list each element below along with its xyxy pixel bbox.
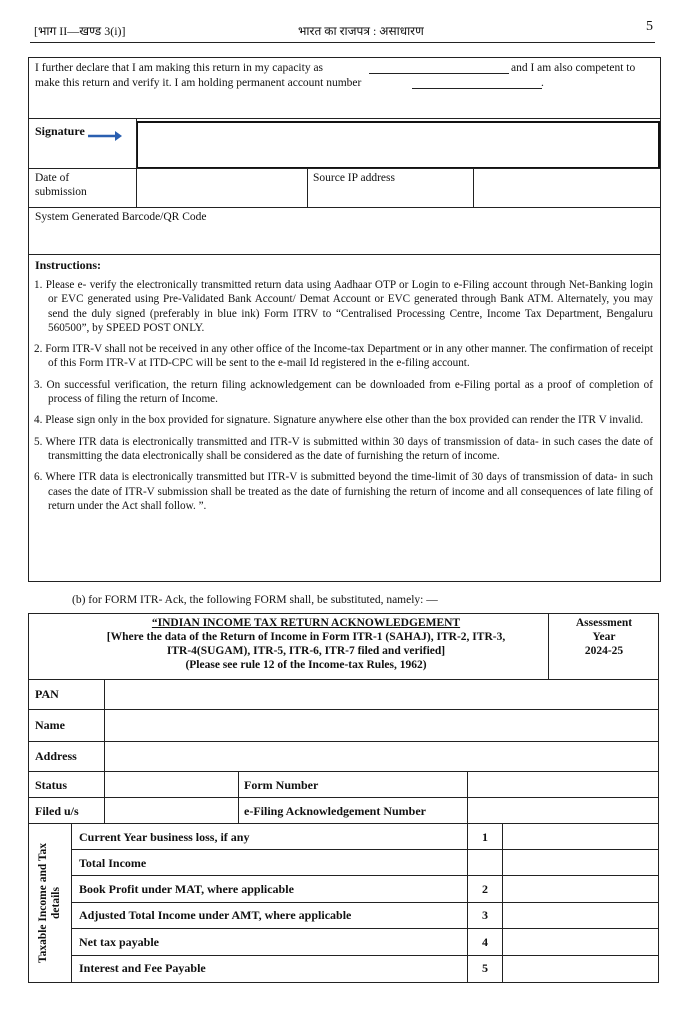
capacity-blank — [369, 73, 509, 74]
declaration-text: I further declare that I am making this return in my capacity as and I am also competent to make this return and verify it. I am holding permanent account number . — [35, 62, 636, 89]
signature-box[interactable] — [136, 121, 660, 169]
signature-label: Signature — [35, 124, 85, 138]
tax-row-label: Book Profit under MAT, where applicable — [79, 882, 294, 896]
tax-row-number: 5 — [482, 961, 488, 975]
instruction-item: 1. Please e- verify the electronically transmitted return data using Aadhaar OTP or Login to e-Filing account through Net-Banking login or EVC generated using Pre-Validated Bank Account/ Demat Account or EVC generated through Bank ATM. Alternately, you may send the duly signed (preferably in blue ink) Form ITRV to “Centralised Processing Centre, Income Tax Department, Bengaluru 560500”, by SPEED POST ONLY. — [34, 279, 653, 334]
header-gazette-title: भारत का राजपत्र : असाधारण — [298, 24, 424, 38]
tax-details-side-text: Taxable Income and Tax details — [37, 842, 62, 964]
assessment-year-value: 2024-25 — [584, 645, 624, 657]
header-section: [भाग II—खण्ड 3(i)] — [34, 24, 126, 38]
name-label: Name — [35, 718, 65, 732]
assessment-year — [549, 616, 659, 658]
tax-details-side-label — [30, 823, 70, 983]
instructions-heading: Instructions: — [35, 258, 102, 272]
instructions-list — [34, 278, 653, 520]
page-number: 5 — [646, 19, 653, 34]
tax-row-label: Adjusted Total Income under AMT, where applicable — [79, 908, 352, 922]
status-label: Status — [35, 778, 68, 792]
efiling-ack-label: e-Filing Acknowledgement Number — [244, 804, 426, 818]
ack-subtitle-2: ITR-4(SUGAM), ITR-5, ITR-6, ITR-7 filed and verified] — [166, 645, 446, 657]
declaration-line1b: and I am also competent to — [511, 62, 636, 74]
ack-subtitle-3: (Please see rule 12 of the Income-tax Rules, 1962) — [185, 659, 427, 671]
instruction-item: 3. On successful verification, the return filing acknowledgement can be downloaded from e-Filing portal as a proof of completion of process of filing the return of Income. — [34, 378, 653, 406]
tax-row-label: Current Year business loss, if any — [79, 830, 250, 844]
form-number-label: Form Number — [244, 778, 319, 792]
filed-us-label: Filed u/s — [35, 804, 79, 818]
instruction-item: 6. Where ITR data is electronically transmitted but ITR-V is submitted beyond the time-limit of 30 days of transmission of data- in such cases the date of ITR-V submission shall be treated as the date of furnishing the return of income and all consequences of late filing of return under the Act shall follow. ”. — [34, 471, 653, 512]
tax-row-label: Total Income — [79, 856, 147, 870]
instruction-item: 2. Form ITR-V shall not be received in any other office of the Income-tax Department or in any other manner. The confirmation of receipt of this Form ITR-V at ITD-CPC will be sent to the e-mail Id registered in the e-filing account. — [34, 343, 653, 370]
ack-title: “INDIAN INCOME TAX RETURN ACKNOWLEDGEMENT — [151, 617, 461, 629]
barcode-label: System Generated Barcode/QR Code — [35, 211, 207, 223]
declaration-line1a: I further declare that I am making this return in my capacity as — [35, 62, 324, 74]
ack-subtitle-1: [Where the data of the Return of Income in Form ITR-1 (SAHAJ), ITR-2, ITR-3, — [106, 631, 506, 643]
tax-row-number: 4 — [482, 935, 488, 949]
address-label: Address — [35, 749, 77, 763]
declaration-line2: make this return and verify it. I am holding permanent account number — [35, 77, 362, 89]
substitution-note: (b) for FORM ITR- Ack, the following FORM shall, be substituted, namely: — — [72, 594, 438, 606]
instruction-item: 4. Please sign only in the box provided for signature. Signature anywhere else other than the box provided can render the ITR V invalid. — [34, 414, 644, 427]
source-ip-label: Source IP address — [313, 172, 395, 184]
pan-label: PAN — [35, 687, 59, 701]
assessment-year-label: Assessment — [575, 617, 633, 629]
arrow-icon — [88, 128, 122, 146]
date-label-line1: Date of — [35, 172, 70, 184]
pan-blank — [412, 88, 542, 89]
page-header — [30, 18, 655, 43]
ack-title-block — [66, 616, 546, 672]
date-of-submission-label — [35, 171, 87, 199]
date-label-line2: submission — [35, 186, 87, 198]
tax-row-number: 3 — [482, 908, 488, 922]
tax-row-number: 2 — [482, 882, 488, 896]
instruction-item: 5. Where ITR data is electronically transmitted and ITR-V is submitted within 30 days of transmission of data- in such cases the date of transmitting the data electronically shall be considered as the date of furnishing the return of income. — [34, 435, 653, 462]
tax-row-label: Net tax payable — [79, 935, 159, 949]
tax-row-label: Interest and Fee Payable — [79, 961, 206, 975]
assessment-year-label2: Year — [592, 631, 616, 643]
tax-row-number: 1 — [482, 830, 488, 844]
